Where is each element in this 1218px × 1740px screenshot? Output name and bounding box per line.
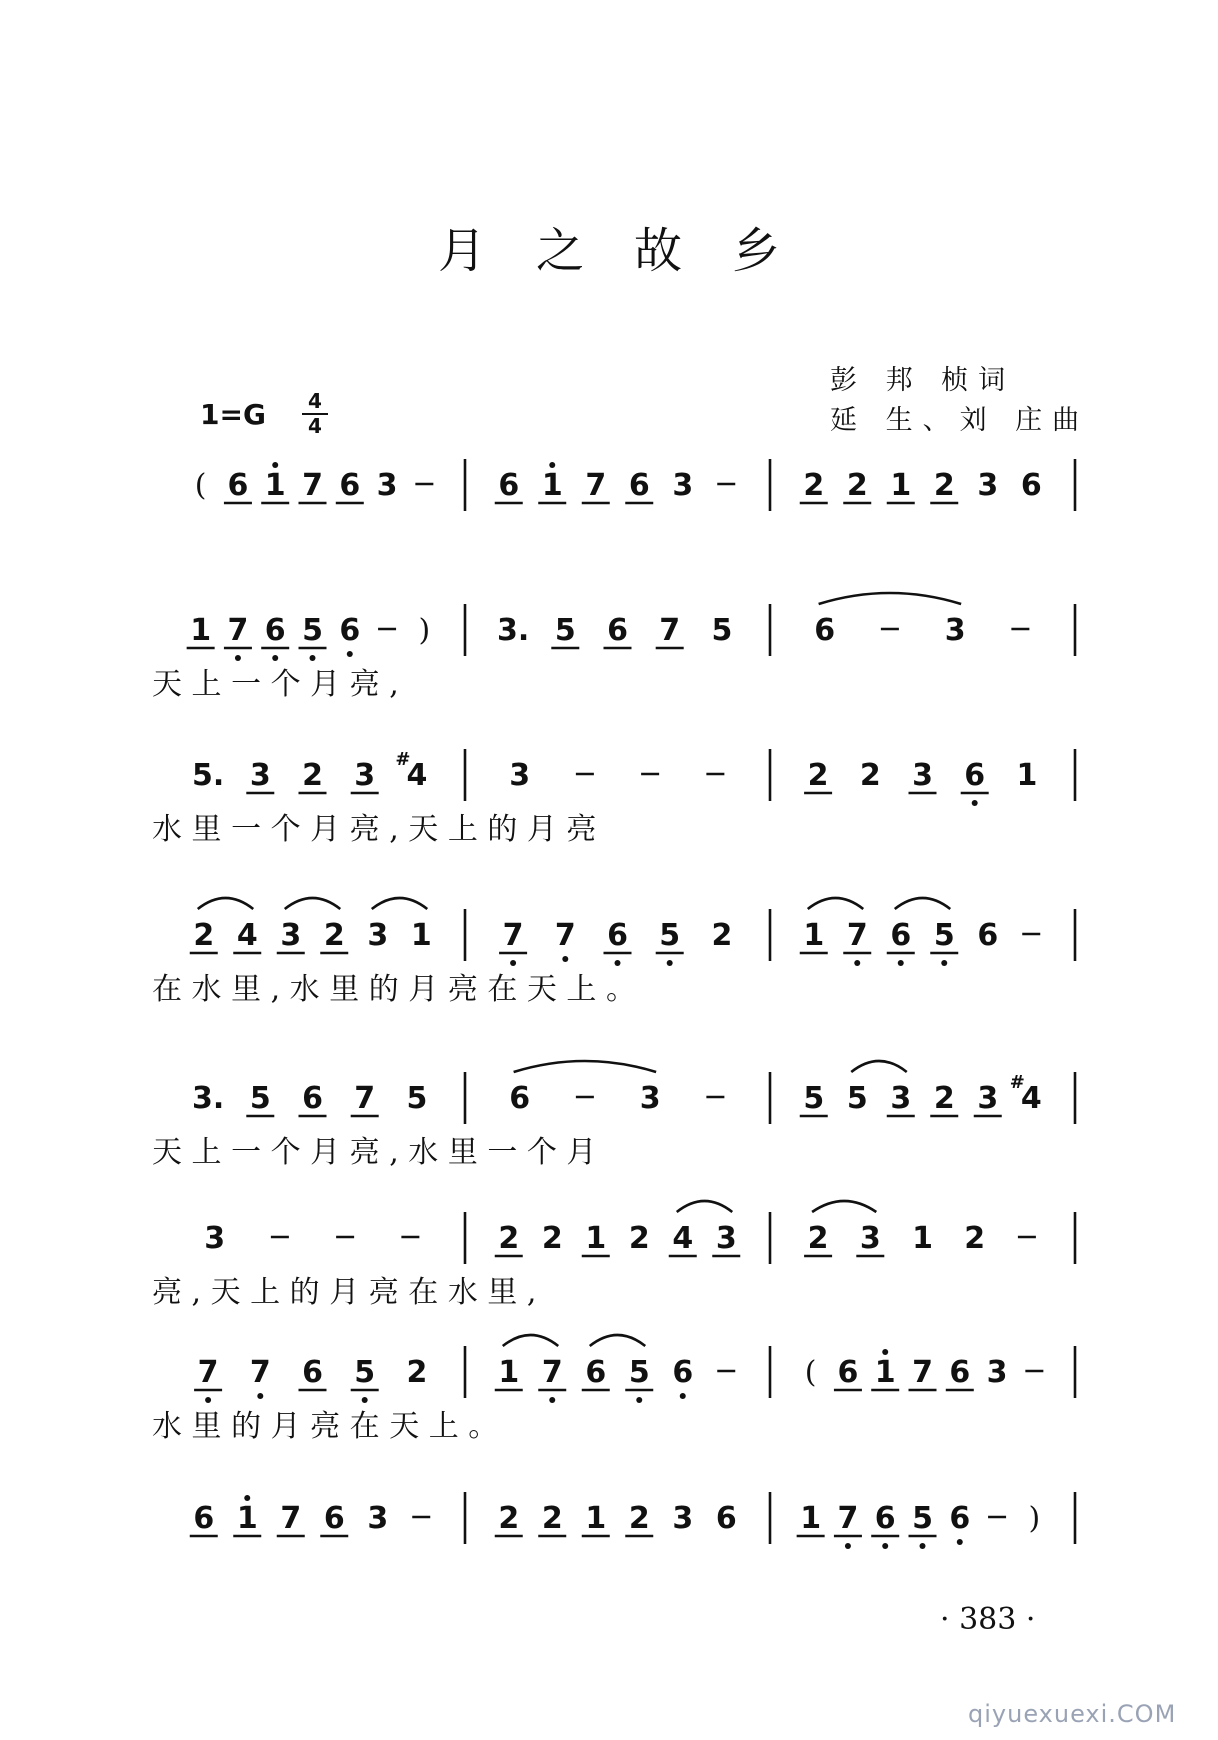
key-signature: 1=G — [200, 398, 266, 431]
sharp-sign: # — [1009, 1072, 1025, 1093]
note: 1 — [264, 468, 286, 503]
low-octave-dot — [941, 960, 947, 966]
low-octave-dot — [347, 651, 353, 657]
note: 4 — [236, 918, 258, 953]
slur — [819, 593, 962, 604]
note: 7 — [837, 1501, 859, 1536]
lyrics-line: 天 上 一 个 月 亮 , — [152, 667, 399, 702]
note: 1 — [541, 468, 563, 503]
note: 2 — [964, 1221, 986, 1256]
note: 3. — [496, 613, 530, 648]
note: 6 — [672, 1355, 694, 1390]
note: 6 — [339, 613, 361, 648]
lyrics-line: 水 里 一 个 月 亮 , 天 上 的 月 亮 — [152, 812, 597, 847]
note: 7 — [302, 468, 323, 503]
note: 1 — [803, 918, 825, 953]
note: 3 — [977, 1081, 999, 1116]
low-octave-dot — [235, 655, 241, 661]
note: 7 — [554, 918, 576, 953]
note: 2 — [323, 918, 345, 953]
song-title: 月之故乡 — [437, 223, 830, 279]
low-octave-dot — [920, 1543, 926, 1549]
note: 3 — [367, 1501, 389, 1536]
low-octave-dot — [636, 1397, 642, 1403]
note: 2 — [628, 1501, 650, 1536]
composer-credit: 延 生、刘 庄曲 — [830, 405, 1090, 436]
note: 3 — [986, 1355, 1008, 1390]
low-octave-dot — [549, 1397, 555, 1403]
low-octave-dot — [845, 1543, 851, 1549]
low-octave-dot — [362, 1397, 368, 1403]
slur — [895, 898, 951, 909]
note: 2 — [807, 1221, 829, 1256]
note: 5 — [628, 1355, 650, 1390]
note: 2 — [859, 758, 881, 793]
note: 1 — [912, 1221, 933, 1256]
note: 1 — [800, 1501, 822, 1536]
note: 1 — [410, 918, 432, 953]
note: 3 — [977, 468, 999, 503]
note: 1 — [890, 468, 912, 503]
bracket: ) — [1028, 1501, 1041, 1536]
note: 1 — [1016, 758, 1038, 793]
note: 2 — [302, 758, 323, 793]
lyrics-line: 天 上 一 个 月 亮 , 水 里 一 个 月 — [152, 1135, 597, 1170]
note: 1 — [236, 1501, 258, 1536]
note: 3 — [672, 468, 694, 503]
note: 3 — [944, 613, 966, 648]
low-octave-dot — [882, 1543, 888, 1549]
note: 6 — [607, 613, 628, 648]
time-denominator: 4 — [302, 413, 328, 438]
low-octave-dot — [667, 960, 673, 966]
note: 6 — [715, 1501, 737, 1536]
note: 6 — [607, 918, 628, 953]
note: 6 — [1020, 468, 1042, 503]
note: 7 — [354, 1081, 376, 1116]
note: 2 — [807, 758, 829, 793]
note: 3. — [191, 1081, 225, 1116]
bracket: ( — [804, 1355, 817, 1390]
note: 4 — [406, 758, 428, 793]
note: 3 — [367, 918, 389, 953]
note: 2 — [933, 1081, 955, 1116]
note: 6 — [509, 1081, 531, 1116]
note: 5 — [302, 613, 323, 648]
low-octave-dot — [680, 1393, 686, 1399]
note: 7 — [249, 1355, 271, 1390]
note: 7 — [197, 1355, 219, 1390]
note: 3 — [912, 758, 933, 793]
low-octave-dot — [972, 800, 978, 806]
note: 6 — [949, 1501, 971, 1536]
note: 1 — [190, 613, 212, 648]
note: 1 — [498, 1355, 520, 1390]
low-octave-dot — [272, 655, 278, 661]
slur — [514, 1061, 657, 1072]
note: 5 — [354, 1355, 376, 1390]
low-octave-dot — [898, 960, 904, 966]
note: 7 — [502, 918, 524, 953]
lyricist-credit: 彭 邦 桢词 — [830, 365, 1016, 396]
bracket: ) — [418, 613, 431, 648]
note: 4 — [1020, 1081, 1042, 1116]
note: 6 — [890, 918, 912, 953]
bracket: ( — [194, 468, 207, 503]
note: 7 — [227, 613, 249, 648]
high-octave-dot — [549, 462, 555, 468]
note: 3 — [715, 1221, 737, 1256]
note: 3 — [509, 758, 531, 793]
note: 6 — [339, 468, 361, 503]
note: 2 — [498, 1501, 520, 1536]
lyrics-line: 在 水 里 , 水 里 的 月 亮 在 天 上 。 — [152, 972, 636, 1007]
note: 6 — [498, 468, 520, 503]
time-numerator: 4 — [308, 389, 322, 413]
note: 7 — [846, 918, 868, 953]
slur — [503, 1335, 559, 1346]
note: 5 — [406, 1081, 428, 1116]
note: 6 — [977, 918, 999, 953]
note: 2 — [803, 468, 825, 503]
low-octave-dot — [615, 960, 621, 966]
note: 7 — [541, 1355, 563, 1390]
note: 5 — [846, 1081, 868, 1116]
slur — [285, 898, 341, 909]
note: 2 — [933, 468, 955, 503]
sharp-sign: # — [395, 749, 411, 770]
slur — [851, 1061, 907, 1072]
slur — [808, 898, 864, 909]
note: 3 — [376, 468, 398, 503]
note: 6 — [964, 758, 986, 793]
note: 5 — [249, 1081, 271, 1116]
note: 3 — [890, 1081, 912, 1116]
note: 2 — [846, 468, 868, 503]
note: 6 — [874, 1501, 896, 1536]
note: 2 — [541, 1221, 563, 1256]
note: 6 — [302, 1081, 323, 1116]
note: 3 — [249, 758, 271, 793]
note: 7 — [280, 1501, 302, 1536]
note: 2 — [193, 918, 215, 953]
note: 5 — [711, 613, 733, 648]
note: 6 — [837, 1355, 859, 1390]
note: 2 — [541, 1501, 563, 1536]
note: 6 — [323, 1501, 345, 1536]
note: 7 — [659, 613, 681, 648]
note: 2 — [498, 1221, 520, 1256]
note: 3 — [280, 918, 302, 953]
note: 5 — [803, 1081, 825, 1116]
note: 2 — [406, 1355, 428, 1390]
low-octave-dot — [957, 1539, 963, 1545]
note: 5. — [191, 758, 225, 793]
note: 5 — [554, 613, 576, 648]
high-octave-dot — [882, 1349, 888, 1355]
note: 5 — [912, 1501, 933, 1536]
watermark: qiyuexuexi.COM — [968, 1700, 1177, 1728]
note: 6 — [814, 613, 836, 648]
slur — [372, 898, 428, 909]
page-number: · 383 · — [940, 1602, 1036, 1637]
note: 1 — [585, 1501, 607, 1536]
note: 6 — [585, 1355, 607, 1390]
lyrics-line: 亮 , 天 上 的 月 亮 在 水 里 , — [152, 1275, 537, 1310]
slur — [590, 1335, 646, 1346]
note: 2 — [711, 918, 733, 953]
note: 2 — [628, 1221, 650, 1256]
high-octave-dot — [244, 1495, 250, 1501]
low-octave-dot — [854, 960, 860, 966]
note: 4 — [672, 1221, 694, 1256]
note: 6 — [628, 468, 650, 503]
note: 7 — [585, 468, 607, 503]
note: 3 — [639, 1081, 661, 1116]
note: 3 — [204, 1221, 226, 1256]
low-octave-dot — [510, 960, 516, 966]
slur — [812, 1201, 876, 1212]
lyrics-line: 水 里 的 月 亮 在 天 上 。 — [152, 1409, 499, 1444]
low-octave-dot — [205, 1397, 211, 1403]
note: 1 — [585, 1221, 607, 1256]
low-octave-dot — [562, 956, 568, 962]
note: 5 — [659, 918, 681, 953]
note: 5 — [933, 918, 955, 953]
note: 6 — [227, 468, 249, 503]
note: 6 — [949, 1355, 971, 1390]
low-octave-dot — [310, 655, 316, 661]
note: 3 — [672, 1501, 694, 1536]
slur — [677, 1201, 733, 1212]
note: 1 — [874, 1355, 896, 1390]
note: 6 — [264, 613, 286, 648]
note: 3 — [859, 1221, 881, 1256]
high-octave-dot — [272, 462, 278, 468]
note: 7 — [912, 1355, 933, 1390]
slur — [198, 898, 254, 909]
low-octave-dot — [257, 1393, 263, 1399]
note: 3 — [354, 758, 376, 793]
note: 6 — [193, 1501, 215, 1536]
note: 6 — [302, 1355, 323, 1390]
